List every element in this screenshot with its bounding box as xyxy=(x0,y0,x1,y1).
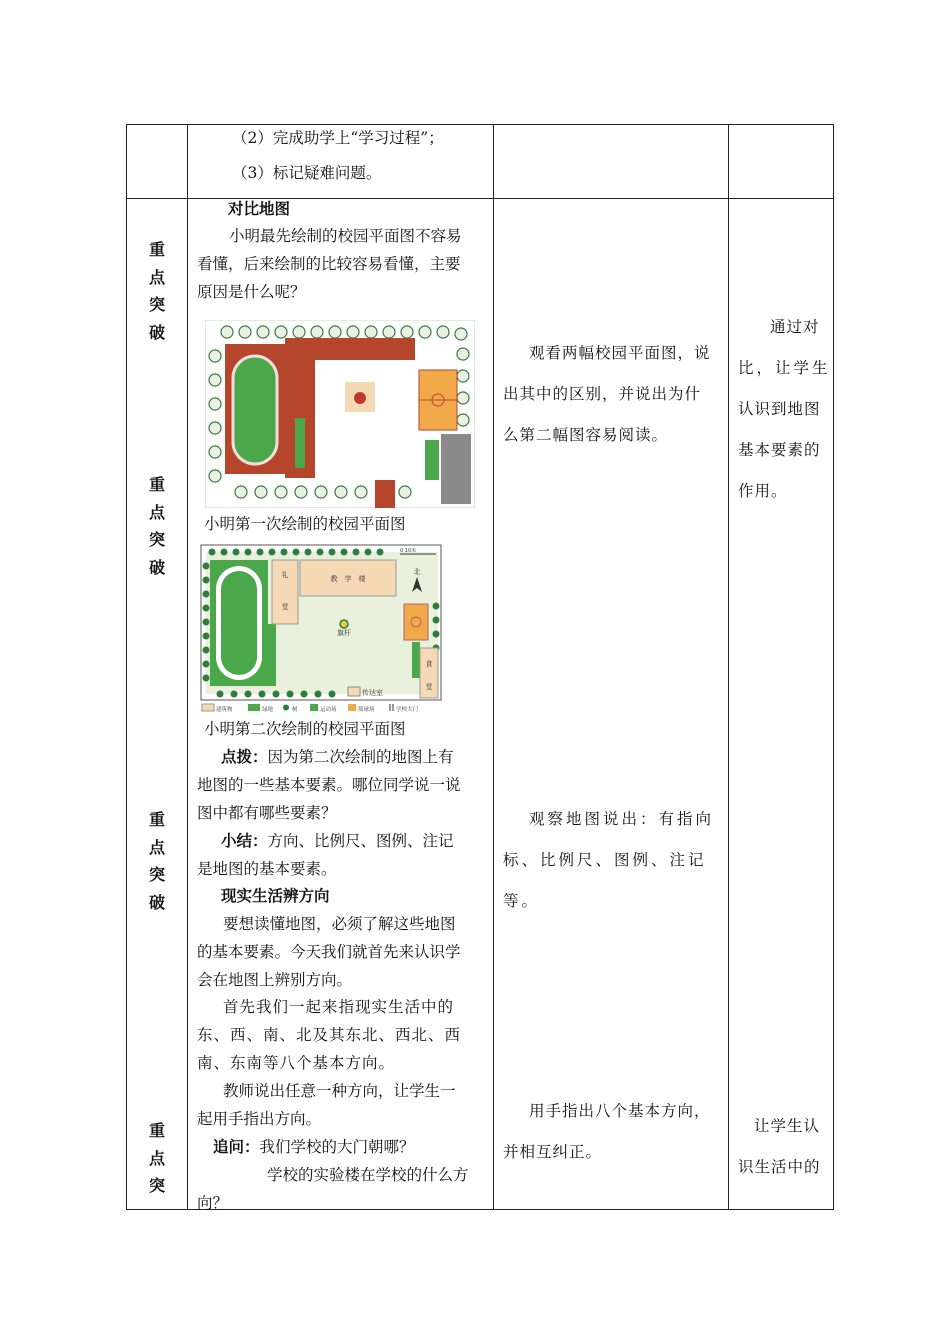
auditorium-label-1: 礼 xyxy=(281,571,289,579)
intent-line: 识生活中的 xyxy=(738,1158,821,1176)
flagpole-label: 旗杆 xyxy=(337,629,351,637)
label-char: 点 xyxy=(148,1148,165,1168)
map-legend xyxy=(202,704,419,713)
activity-line: 用手指出八个基本方向， xyxy=(529,1102,711,1120)
tip-label: 点拨： xyxy=(221,748,268,766)
paragraph-map-elements xyxy=(197,910,461,994)
legend-green: 绿地 xyxy=(262,707,274,713)
ask-line xyxy=(197,1133,469,1161)
label-char: 重 xyxy=(148,810,165,829)
para-line: 要想读懂地图，必须了解这些地图 xyxy=(223,915,456,933)
label-char: 破 xyxy=(148,557,165,577)
tip-line: 地图的一些基本要素。哪位同学说一说 xyxy=(197,776,461,794)
legend-field: 运动场 xyxy=(320,707,337,713)
col-divider-3 xyxy=(728,124,729,1210)
scale-bar-label: 0 10米 xyxy=(400,548,417,554)
tip-paragraph xyxy=(197,743,461,827)
table-border-left xyxy=(126,124,127,1210)
canteen-label-1: 食 xyxy=(425,660,433,668)
label-char: 重 xyxy=(148,1121,165,1140)
student-activity-2 xyxy=(503,799,714,922)
activity-line: 等。 xyxy=(503,892,541,910)
ask-line: 学校的实验楼在学校的什么方 xyxy=(267,1166,469,1184)
follow-up-question xyxy=(197,1133,469,1217)
summary-text: 方向、比例尺、图例、注记 xyxy=(267,832,454,850)
label-char: 重 xyxy=(148,475,165,494)
caption-second-map: 小明第二次绘制的校园平面图 xyxy=(204,720,406,738)
label-char: 重 xyxy=(148,240,165,259)
caption-first-map: 小明第一次绘制的校园平面图 xyxy=(204,515,406,533)
ask-line: 向？ xyxy=(197,1194,229,1212)
para-line: 会在地图上辨别方向。 xyxy=(197,971,353,989)
intro-line: 原因是什么呢？ xyxy=(197,283,306,301)
flagpole-marker xyxy=(340,620,348,628)
activity-line: 观察地图说出：有指向 xyxy=(529,810,715,828)
activity-line: 么第二幅图容易阅读。 xyxy=(503,426,669,444)
section-label-1 xyxy=(147,236,167,346)
intro-paragraph xyxy=(197,222,462,306)
design-intent-1 xyxy=(738,307,831,512)
section-label-2 xyxy=(147,471,167,581)
paragraph-teacher-activity xyxy=(197,1077,456,1133)
legend-gate: 学校大门 xyxy=(396,707,419,713)
step-3-text: （3）标记疑难问题。 xyxy=(232,164,382,182)
summary-paragraph xyxy=(197,827,454,883)
student-activity-3 xyxy=(503,1091,711,1173)
intent-line: 作用。 xyxy=(738,482,788,500)
first-campus-map xyxy=(205,320,475,508)
second-campus-map xyxy=(200,544,445,716)
design-intent-2 xyxy=(738,1106,821,1188)
auditorium xyxy=(272,560,298,624)
student-activity-1 xyxy=(503,333,711,456)
para-line: 首先我们一起来指现实生活中的 xyxy=(223,998,455,1016)
label-char: 突 xyxy=(148,1176,165,1195)
guardroom-label: 传达室 xyxy=(362,689,383,697)
ask-label: 追问： xyxy=(213,1138,260,1156)
step-2-text: （2）完成助学上“学习过程”； xyxy=(232,129,444,147)
intro-line: 小明最先绘制的校园平面图不容易 xyxy=(229,227,462,245)
north-label: 北 xyxy=(413,568,421,576)
label-char: 破 xyxy=(148,892,165,912)
activity-line: 并相互纠正。 xyxy=(503,1143,603,1161)
tip-line xyxy=(197,743,461,771)
ask-text: 我们学校的大门朝哪？ xyxy=(259,1138,415,1156)
guardroom xyxy=(348,687,360,696)
teaching-building-label: 教 学 楼 xyxy=(330,575,366,583)
canteen-label-2: 堂 xyxy=(425,683,433,691)
activity-line: 标、比例尺、图例、注记 xyxy=(503,851,707,869)
col-divider-1 xyxy=(187,124,188,1210)
para-line: 的基本要素。今天我们就首先来认识学 xyxy=(197,943,461,961)
intent-line: 认识到地图 xyxy=(738,400,821,418)
label-char: 点 xyxy=(148,837,165,857)
legend-court: 篮球场 xyxy=(358,707,375,713)
tip-line: 图中都有哪些要素？ xyxy=(197,804,337,822)
label-char: 突 xyxy=(148,530,165,549)
intent-line: 让学生认 xyxy=(754,1117,821,1135)
label-char: 点 xyxy=(148,267,165,287)
activity-line: 出其中的区别，并说出为什 xyxy=(503,385,702,403)
para-line: 东、西、南、北及其东北、西北、西 xyxy=(197,1026,462,1044)
table-border-right xyxy=(833,124,834,1210)
activity-line: 观看两幅校园平面图，说 xyxy=(529,344,711,362)
section-label-4 xyxy=(147,1117,167,1200)
intent-line: 基本要素的 xyxy=(738,441,821,459)
label-char: 突 xyxy=(148,295,165,314)
intent-line: 通过对 xyxy=(770,318,820,336)
col-divider-2 xyxy=(493,124,494,1210)
label-char: 破 xyxy=(148,322,165,342)
label-char: 突 xyxy=(148,865,165,884)
para-line: 教师说出任意一种方向，让学生一 xyxy=(223,1082,456,1100)
summary-label: 小结： xyxy=(221,832,268,850)
paragraph-eight-directions xyxy=(197,993,461,1077)
summary-line xyxy=(197,827,454,855)
para-line: 南、东南等八个基本方向。 xyxy=(197,1054,396,1072)
heading-compare-maps: 对比地图 xyxy=(228,200,291,218)
canteen xyxy=(441,434,471,504)
summary-line: 是地图的基本要素。 xyxy=(197,860,337,878)
label-char: 点 xyxy=(148,502,165,522)
intro-line: 看懂，后来绘制的比较容易看懂，主要 xyxy=(197,255,461,273)
legend-tree: 树 xyxy=(292,707,298,713)
legend-building: 建筑物 xyxy=(216,707,233,713)
intent-line: 比，让学生 xyxy=(738,359,831,377)
heading-real-life-directions: 现实生活辨方向 xyxy=(221,887,330,905)
section-label-3 xyxy=(147,806,167,916)
para-line: 起用手指出方向。 xyxy=(197,1110,322,1128)
auditorium-label-2: 堂 xyxy=(281,603,289,611)
basketball-court xyxy=(404,604,428,640)
tip-text: 因为第二次绘制的地图上有 xyxy=(267,748,454,766)
